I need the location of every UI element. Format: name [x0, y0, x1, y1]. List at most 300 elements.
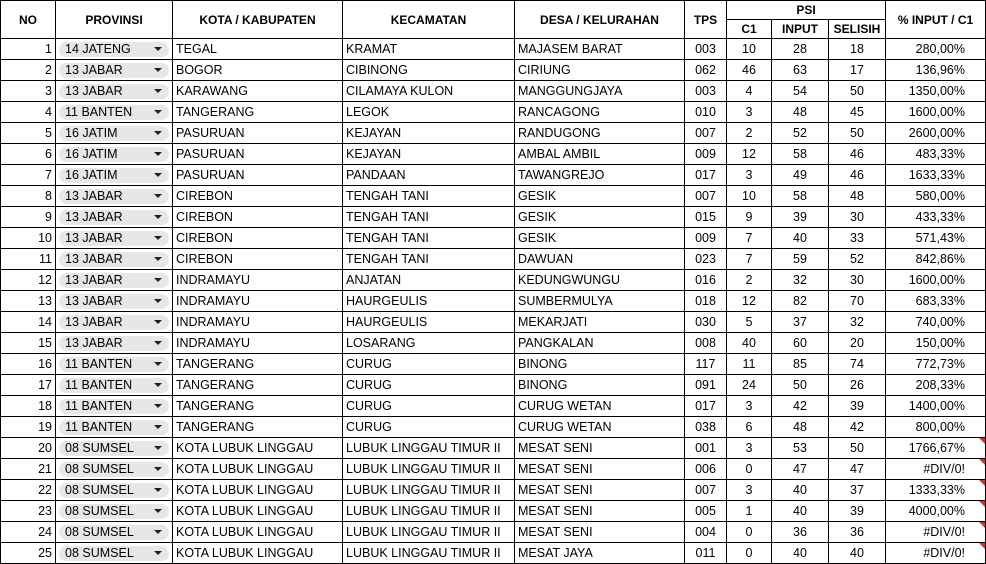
provinsi-dropdown-chip[interactable] — [59, 210, 169, 225]
cell-kota[interactable]: PASURUAN — [173, 165, 343, 186]
cell-kota[interactable]: CIREBON — [173, 186, 343, 207]
cell-desa[interactable]: GESIK — [515, 186, 685, 207]
cell-input[interactable]: 40 — [772, 501, 829, 522]
cell-selisih[interactable]: 70 — [829, 291, 886, 312]
provinsi-dropdown-chip[interactable] — [59, 231, 169, 246]
cell-no[interactable]: 18 — [1, 396, 56, 417]
cell-tps[interactable]: 005 — [685, 501, 727, 522]
cell-selisih[interactable]: 39 — [829, 501, 886, 522]
cell-selisih[interactable]: 32 — [829, 312, 886, 333]
provinsi-dropdown-chip[interactable] — [59, 189, 169, 204]
cell-tps[interactable]: 001 — [685, 438, 727, 459]
cell-tps[interactable]: 016 — [685, 270, 727, 291]
cell-pct[interactable]: 1400,00% — [886, 396, 986, 417]
cell-provinsi[interactable] — [56, 417, 173, 438]
cell-kecamatan[interactable]: LOSARANG — [343, 333, 515, 354]
cell-pct[interactable]: 683,33% — [886, 291, 986, 312]
provinsi-dropdown-chip[interactable] — [59, 252, 169, 267]
cell-desa[interactable]: PANGKALAN — [515, 333, 685, 354]
cell-kota[interactable]: CIREBON — [173, 228, 343, 249]
cell-desa[interactable]: MESAT SENI — [515, 438, 685, 459]
cell-c1[interactable]: 2 — [727, 123, 772, 144]
cell-tps[interactable]: 091 — [685, 375, 727, 396]
cell-input[interactable]: 40 — [772, 228, 829, 249]
cell-kecamatan[interactable]: CIBINONG — [343, 60, 515, 81]
cell-c1[interactable]: 3 — [727, 102, 772, 123]
cell-kota[interactable]: INDRAMAYU — [173, 291, 343, 312]
provinsi-dropdown-chip[interactable] — [59, 546, 169, 561]
cell-kecamatan[interactable]: LUBUK LINGGAU TIMUR II — [343, 543, 515, 564]
cell-no[interactable]: 24 — [1, 522, 56, 543]
cell-provinsi[interactable] — [56, 375, 173, 396]
caret-down-icon[interactable] — [154, 110, 162, 114]
caret-down-icon[interactable] — [154, 257, 162, 261]
cell-no[interactable]: 22 — [1, 480, 56, 501]
header-selisih[interactable]: SELISIH — [829, 20, 886, 39]
cell-provinsi[interactable] — [56, 480, 173, 501]
cell-kecamatan[interactable]: LUBUK LINGGAU TIMUR II — [343, 459, 515, 480]
caret-down-icon[interactable] — [154, 89, 162, 93]
cell-selisih[interactable]: 37 — [829, 480, 886, 501]
cell-kota[interactable]: TEGAL — [173, 39, 343, 60]
cell-provinsi[interactable] — [56, 144, 173, 165]
cell-pct[interactable]: 842,86% — [886, 249, 986, 270]
cell-input[interactable]: 37 — [772, 312, 829, 333]
cell-pct[interactable]: 1633,33% — [886, 165, 986, 186]
cell-input[interactable]: 52 — [772, 123, 829, 144]
cell-selisih[interactable]: 17 — [829, 60, 886, 81]
cell-input[interactable]: 53 — [772, 438, 829, 459]
cell-kota[interactable]: INDRAMAYU — [173, 333, 343, 354]
cell-pct[interactable]: #DIV/0! — [886, 543, 986, 564]
cell-kecamatan[interactable]: TENGAH TANI — [343, 207, 515, 228]
cell-desa[interactable]: CIRIUNG — [515, 60, 685, 81]
cell-kota[interactable]: KOTA LUBUK LINGGAU — [173, 543, 343, 564]
cell-desa[interactable]: RANDUGONG — [515, 123, 685, 144]
cell-desa[interactable]: MAJASEM BARAT — [515, 39, 685, 60]
cell-kota[interactable]: INDRAMAYU — [173, 312, 343, 333]
cell-c1[interactable]: 0 — [727, 522, 772, 543]
cell-input[interactable]: 32 — [772, 270, 829, 291]
cell-tps[interactable]: 017 — [685, 396, 727, 417]
provinsi-dropdown-chip[interactable] — [59, 462, 169, 477]
cell-input[interactable]: 60 — [772, 333, 829, 354]
provinsi-dropdown-chip[interactable] — [59, 441, 169, 456]
provinsi-dropdown-chip[interactable] — [59, 84, 169, 99]
cell-c1[interactable]: 24 — [727, 375, 772, 396]
cell-input[interactable]: 42 — [772, 396, 829, 417]
cell-tps[interactable]: 007 — [685, 123, 727, 144]
cell-kecamatan[interactable]: LUBUK LINGGAU TIMUR II — [343, 522, 515, 543]
cell-no[interactable]: 14 — [1, 312, 56, 333]
cell-c1[interactable]: 0 — [727, 459, 772, 480]
cell-input[interactable]: 36 — [772, 522, 829, 543]
cell-tps[interactable]: 030 — [685, 312, 727, 333]
cell-tps[interactable]: 117 — [685, 354, 727, 375]
cell-c1[interactable]: 12 — [727, 144, 772, 165]
cell-pct[interactable]: 571,43% — [886, 228, 986, 249]
header-no[interactable]: NO — [1, 1, 56, 39]
caret-down-icon[interactable] — [154, 341, 162, 345]
caret-down-icon[interactable] — [154, 425, 162, 429]
cell-no[interactable]: 2 — [1, 60, 56, 81]
caret-down-icon[interactable] — [154, 236, 162, 240]
cell-kecamatan[interactable]: TENGAH TANI — [343, 249, 515, 270]
cell-desa[interactable]: BINONG — [515, 375, 685, 396]
cell-tps[interactable]: 006 — [685, 459, 727, 480]
cell-input[interactable]: 58 — [772, 186, 829, 207]
cell-tps[interactable]: 007 — [685, 186, 727, 207]
cell-input[interactable]: 58 — [772, 144, 829, 165]
cell-no[interactable]: 4 — [1, 102, 56, 123]
cell-pct[interactable]: 1600,00% — [886, 102, 986, 123]
cell-selisih[interactable]: 50 — [829, 123, 886, 144]
cell-desa[interactable]: MESAT SENI — [515, 459, 685, 480]
cell-kecamatan[interactable]: TENGAH TANI — [343, 186, 515, 207]
cell-kecamatan[interactable]: CURUG — [343, 375, 515, 396]
cell-pct[interactable]: 740,00% — [886, 312, 986, 333]
cell-provinsi[interactable] — [56, 249, 173, 270]
cell-input[interactable]: 47 — [772, 459, 829, 480]
cell-kecamatan[interactable]: ANJATAN — [343, 270, 515, 291]
cell-provinsi[interactable] — [56, 228, 173, 249]
caret-down-icon[interactable] — [154, 131, 162, 135]
header-c1[interactable]: C1 — [727, 20, 772, 39]
cell-selisih[interactable]: 26 — [829, 375, 886, 396]
provinsi-dropdown-chip[interactable] — [59, 63, 169, 78]
cell-kecamatan[interactable]: CURUG — [343, 417, 515, 438]
cell-kota[interactable]: CIREBON — [173, 249, 343, 270]
cell-kota[interactable]: KOTA LUBUK LINGGAU — [173, 438, 343, 459]
cell-tps[interactable]: 010 — [685, 102, 727, 123]
cell-c1[interactable]: 10 — [727, 186, 772, 207]
cell-c1[interactable]: 11 — [727, 354, 772, 375]
provinsi-dropdown-chip[interactable] — [59, 168, 169, 183]
cell-c1[interactable]: 46 — [727, 60, 772, 81]
provinsi-dropdown-chip[interactable] — [59, 147, 169, 162]
cell-provinsi[interactable] — [56, 291, 173, 312]
cell-desa[interactable]: MANGGUNGJAYA — [515, 81, 685, 102]
cell-selisih[interactable]: 30 — [829, 207, 886, 228]
caret-down-icon[interactable] — [154, 215, 162, 219]
cell-pct[interactable]: 4000,00% — [886, 501, 986, 522]
cell-kecamatan[interactable]: TENGAH TANI — [343, 228, 515, 249]
provinsi-dropdown-chip[interactable] — [59, 126, 169, 141]
cell-tps[interactable]: 062 — [685, 60, 727, 81]
cell-no[interactable]: 25 — [1, 543, 56, 564]
cell-pct[interactable]: 772,73% — [886, 354, 986, 375]
cell-provinsi[interactable] — [56, 396, 173, 417]
cell-no[interactable]: 10 — [1, 228, 56, 249]
provinsi-dropdown-chip[interactable] — [59, 42, 169, 57]
cell-tps[interactable]: 011 — [685, 543, 727, 564]
cell-no[interactable]: 3 — [1, 81, 56, 102]
cell-kecamatan[interactable]: CURUG — [343, 396, 515, 417]
cell-selisih[interactable]: 40 — [829, 543, 886, 564]
cell-pct[interactable]: 1333,33% — [886, 480, 986, 501]
cell-pct[interactable]: 150,00% — [886, 333, 986, 354]
cell-input[interactable]: 40 — [772, 480, 829, 501]
cell-no[interactable]: 23 — [1, 501, 56, 522]
cell-kecamatan[interactable]: CILAMAYA KULON — [343, 81, 515, 102]
cell-pct[interactable]: 433,33% — [886, 207, 986, 228]
header-provinsi[interactable]: PROVINSI — [56, 1, 173, 39]
header-psi[interactable]: PSI — [727, 1, 886, 20]
cell-c1[interactable]: 1 — [727, 501, 772, 522]
cell-provinsi[interactable] — [56, 312, 173, 333]
cell-pct[interactable]: 2600,00% — [886, 123, 986, 144]
cell-input[interactable]: 48 — [772, 102, 829, 123]
cell-desa[interactable]: DAWUAN — [515, 249, 685, 270]
cell-kota[interactable]: KOTA LUBUK LINGGAU — [173, 480, 343, 501]
cell-pct[interactable]: 800,00% — [886, 417, 986, 438]
cell-no[interactable]: 5 — [1, 123, 56, 144]
cell-kota[interactable]: TANGERANG — [173, 417, 343, 438]
cell-tps[interactable]: 015 — [685, 207, 727, 228]
cell-selisih[interactable]: 47 — [829, 459, 886, 480]
cell-selisih[interactable]: 18 — [829, 39, 886, 60]
cell-input[interactable]: 63 — [772, 60, 829, 81]
cell-c1[interactable]: 6 — [727, 417, 772, 438]
cell-provinsi[interactable] — [56, 543, 173, 564]
cell-selisih[interactable]: 42 — [829, 417, 886, 438]
provinsi-dropdown-chip[interactable] — [59, 294, 169, 309]
cell-input[interactable]: 49 — [772, 165, 829, 186]
cell-provinsi[interactable] — [56, 81, 173, 102]
cell-no[interactable]: 19 — [1, 417, 56, 438]
cell-selisih[interactable]: 50 — [829, 81, 886, 102]
provinsi-dropdown-chip[interactable] — [59, 315, 169, 330]
cell-kecamatan[interactable]: LUBUK LINGGAU TIMUR II — [343, 480, 515, 501]
header-tps[interactable]: TPS — [685, 1, 727, 39]
cell-tps[interactable]: 023 — [685, 249, 727, 270]
caret-down-icon[interactable] — [154, 551, 162, 555]
cell-provinsi[interactable] — [56, 333, 173, 354]
caret-down-icon[interactable] — [154, 299, 162, 303]
cell-tps[interactable]: 009 — [685, 144, 727, 165]
cell-pct[interactable]: 1766,67% — [886, 438, 986, 459]
caret-down-icon[interactable] — [154, 446, 162, 450]
cell-desa[interactable]: BINONG — [515, 354, 685, 375]
cell-input[interactable]: 50 — [772, 375, 829, 396]
provinsi-dropdown-chip[interactable] — [59, 336, 169, 351]
cell-no[interactable]: 21 — [1, 459, 56, 480]
cell-kota[interactable]: TANGERANG — [173, 375, 343, 396]
cell-selisih[interactable]: 46 — [829, 144, 886, 165]
caret-down-icon[interactable] — [154, 194, 162, 198]
cell-kota[interactable]: TANGERANG — [173, 396, 343, 417]
cell-input[interactable]: 39 — [772, 207, 829, 228]
cell-desa[interactable]: GESIK — [515, 207, 685, 228]
cell-provinsi[interactable] — [56, 39, 173, 60]
cell-pct[interactable]: 136,96% — [886, 60, 986, 81]
header-input[interactable]: INPUT — [772, 20, 829, 39]
cell-desa[interactable]: CURUG WETAN — [515, 396, 685, 417]
cell-kecamatan[interactable]: PANDAAN — [343, 165, 515, 186]
provinsi-dropdown-chip[interactable] — [59, 105, 169, 120]
cell-no[interactable]: 6 — [1, 144, 56, 165]
cell-provinsi[interactable] — [56, 270, 173, 291]
cell-provinsi[interactable] — [56, 501, 173, 522]
cell-kecamatan[interactable]: KEJAYAN — [343, 123, 515, 144]
cell-no[interactable]: 9 — [1, 207, 56, 228]
cell-no[interactable]: 15 — [1, 333, 56, 354]
provinsi-dropdown-chip[interactable] — [59, 483, 169, 498]
provinsi-dropdown-chip[interactable] — [59, 357, 169, 372]
cell-no[interactable]: 1 — [1, 39, 56, 60]
cell-pct[interactable]: 483,33% — [886, 144, 986, 165]
cell-desa[interactable]: RANCAGONG — [515, 102, 685, 123]
cell-kota[interactable]: PASURUAN — [173, 144, 343, 165]
caret-down-icon[interactable] — [154, 530, 162, 534]
provinsi-dropdown-chip[interactable] — [59, 420, 169, 435]
provinsi-dropdown-chip[interactable] — [59, 273, 169, 288]
cell-pct[interactable]: #DIV/0! — [886, 459, 986, 480]
cell-kecamatan[interactable]: KEJAYAN — [343, 144, 515, 165]
header-desa[interactable]: DESA / KELURAHAN — [515, 1, 685, 39]
header-pct[interactable]: % INPUT / C1 — [886, 1, 986, 39]
cell-kota[interactable]: KOTA LUBUK LINGGAU — [173, 522, 343, 543]
cell-kecamatan[interactable]: KRAMAT — [343, 39, 515, 60]
caret-down-icon[interactable] — [154, 509, 162, 513]
cell-c1[interactable]: 3 — [727, 396, 772, 417]
header-kecamatan[interactable]: KECAMATAN — [343, 1, 515, 39]
caret-down-icon[interactable] — [154, 173, 162, 177]
cell-tps[interactable]: 004 — [685, 522, 727, 543]
provinsi-dropdown-chip[interactable] — [59, 525, 169, 540]
cell-kota[interactable]: INDRAMAYU — [173, 270, 343, 291]
cell-no[interactable]: 16 — [1, 354, 56, 375]
cell-input[interactable]: 82 — [772, 291, 829, 312]
cell-provinsi[interactable] — [56, 438, 173, 459]
cell-tps[interactable]: 003 — [685, 81, 727, 102]
cell-tps[interactable]: 008 — [685, 333, 727, 354]
cell-pct[interactable]: 208,33% — [886, 375, 986, 396]
cell-desa[interactable]: MESAT SENI — [515, 480, 685, 501]
cell-c1[interactable]: 2 — [727, 270, 772, 291]
cell-kota[interactable]: KOTA LUBUK LINGGAU — [173, 501, 343, 522]
cell-selisih[interactable]: 52 — [829, 249, 886, 270]
cell-input[interactable]: 59 — [772, 249, 829, 270]
cell-desa[interactable]: MESAT SENI — [515, 501, 685, 522]
caret-down-icon[interactable] — [154, 320, 162, 324]
cell-desa[interactable]: MEKARJATI — [515, 312, 685, 333]
cell-provinsi[interactable] — [56, 102, 173, 123]
provinsi-dropdown-chip[interactable] — [59, 378, 169, 393]
cell-tps[interactable]: 038 — [685, 417, 727, 438]
cell-desa[interactable]: KEDUNGWUNGU — [515, 270, 685, 291]
cell-desa[interactable]: TAWANGREJO — [515, 165, 685, 186]
cell-pct[interactable]: 1350,00% — [886, 81, 986, 102]
cell-input[interactable]: 48 — [772, 417, 829, 438]
cell-selisih[interactable]: 48 — [829, 186, 886, 207]
cell-provinsi[interactable] — [56, 165, 173, 186]
cell-tps[interactable]: 018 — [685, 291, 727, 312]
cell-selisih[interactable]: 74 — [829, 354, 886, 375]
cell-selisih[interactable]: 45 — [829, 102, 886, 123]
cell-no[interactable]: 12 — [1, 270, 56, 291]
cell-no[interactable]: 11 — [1, 249, 56, 270]
cell-provinsi[interactable] — [56, 123, 173, 144]
cell-pct[interactable]: 280,00% — [886, 39, 986, 60]
header-kota[interactable]: KOTA / KABUPATEN — [173, 1, 343, 39]
cell-c1[interactable]: 7 — [727, 228, 772, 249]
provinsi-dropdown-chip[interactable] — [59, 504, 169, 519]
cell-kecamatan[interactable]: LUBUK LINGGAU TIMUR II — [343, 438, 515, 459]
cell-input[interactable]: 54 — [772, 81, 829, 102]
cell-input[interactable]: 28 — [772, 39, 829, 60]
cell-pct[interactable]: #DIV/0! — [886, 522, 986, 543]
cell-c1[interactable]: 3 — [727, 438, 772, 459]
cell-input[interactable]: 40 — [772, 543, 829, 564]
cell-kecamatan[interactable]: HAURGEULIS — [343, 312, 515, 333]
cell-no[interactable]: 8 — [1, 186, 56, 207]
cell-provinsi[interactable] — [56, 186, 173, 207]
cell-kota[interactable]: TANGERANG — [173, 354, 343, 375]
cell-kecamatan[interactable]: HAURGEULIS — [343, 291, 515, 312]
caret-down-icon[interactable] — [154, 362, 162, 366]
cell-kecamatan[interactable]: LUBUK LINGGAU TIMUR II — [343, 501, 515, 522]
cell-kota[interactable]: BOGOR — [173, 60, 343, 81]
cell-desa[interactable]: MESAT JAYA — [515, 543, 685, 564]
cell-input[interactable]: 85 — [772, 354, 829, 375]
caret-down-icon[interactable] — [154, 467, 162, 471]
cell-desa[interactable]: MESAT SENI — [515, 522, 685, 543]
provinsi-dropdown-chip[interactable] — [59, 399, 169, 414]
cell-provinsi[interactable] — [56, 207, 173, 228]
caret-down-icon[interactable] — [154, 383, 162, 387]
cell-pct[interactable]: 580,00% — [886, 186, 986, 207]
cell-no[interactable]: 20 — [1, 438, 56, 459]
cell-no[interactable]: 7 — [1, 165, 56, 186]
cell-kota[interactable]: TANGERANG — [173, 102, 343, 123]
cell-kecamatan[interactable]: LEGOK — [343, 102, 515, 123]
cell-selisih[interactable]: 39 — [829, 396, 886, 417]
cell-kota[interactable]: KOTA LUBUK LINGGAU — [173, 459, 343, 480]
cell-provinsi[interactable] — [56, 60, 173, 81]
cell-c1[interactable]: 4 — [727, 81, 772, 102]
cell-selisih[interactable]: 30 — [829, 270, 886, 291]
cell-provinsi[interactable] — [56, 354, 173, 375]
cell-c1[interactable]: 5 — [727, 312, 772, 333]
cell-tps[interactable]: 017 — [685, 165, 727, 186]
cell-kota[interactable]: KARAWANG — [173, 81, 343, 102]
caret-down-icon[interactable] — [154, 47, 162, 51]
cell-desa[interactable]: GESIK — [515, 228, 685, 249]
cell-desa[interactable]: SUMBERMULYA — [515, 291, 685, 312]
caret-down-icon[interactable] — [154, 488, 162, 492]
cell-pct[interactable]: 1600,00% — [886, 270, 986, 291]
cell-tps[interactable]: 007 — [685, 480, 727, 501]
cell-desa[interactable]: CURUG WETAN — [515, 417, 685, 438]
cell-selisih[interactable]: 20 — [829, 333, 886, 354]
cell-c1[interactable]: 12 — [727, 291, 772, 312]
cell-kota[interactable]: PASURUAN — [173, 123, 343, 144]
cell-c1[interactable]: 7 — [727, 249, 772, 270]
cell-c1[interactable]: 3 — [727, 165, 772, 186]
cell-tps[interactable]: 009 — [685, 228, 727, 249]
cell-provinsi[interactable] — [56, 522, 173, 543]
cell-selisih[interactable]: 33 — [829, 228, 886, 249]
cell-desa[interactable]: AMBAL AMBIL — [515, 144, 685, 165]
caret-down-icon[interactable] — [154, 404, 162, 408]
cell-no[interactable]: 17 — [1, 375, 56, 396]
cell-c1[interactable]: 0 — [727, 543, 772, 564]
cell-c1[interactable]: 9 — [727, 207, 772, 228]
cell-c1[interactable]: 40 — [727, 333, 772, 354]
cell-selisih[interactable]: 50 — [829, 438, 886, 459]
cell-provinsi[interactable] — [56, 459, 173, 480]
